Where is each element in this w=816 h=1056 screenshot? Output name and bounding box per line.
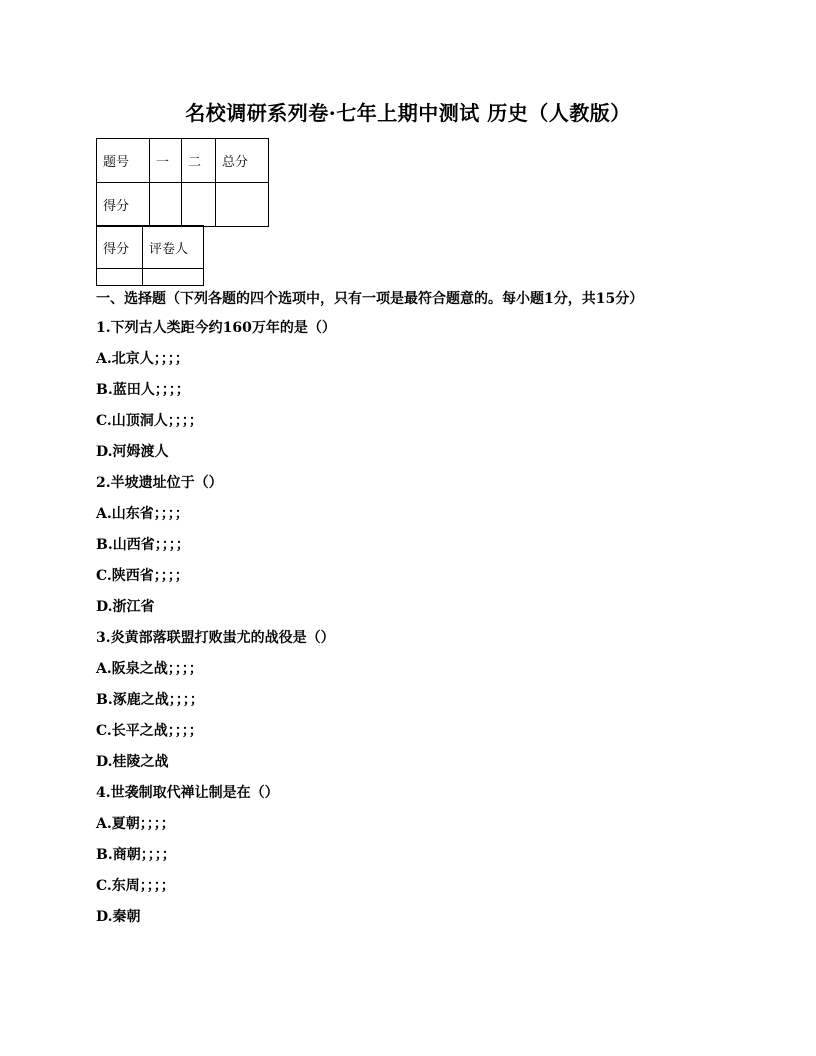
grader-table-header-score: 得分 bbox=[97, 226, 143, 269]
option-b: B.涿鹿之战；；；； bbox=[96, 692, 204, 708]
option-c: C.陕西省；；；； bbox=[96, 568, 189, 584]
score-table-header-part-1: 一 bbox=[150, 139, 182, 183]
score-table-header-question-no: 题号 bbox=[97, 139, 150, 183]
score-table-row-label: 得分 bbox=[97, 183, 150, 227]
document-title: 名校调研系列卷·七年上期中测试 历史（人教版） bbox=[185, 101, 631, 125]
grader-table-entry-row bbox=[97, 269, 204, 286]
question-1 bbox=[96, 315, 336, 470]
option-b: B.商朝；；；； bbox=[96, 847, 176, 863]
question-stem: 1.下列古人类距今约160万年的是（） bbox=[96, 320, 336, 336]
question-2 bbox=[96, 470, 336, 625]
option-b: B.蓝田人；；；； bbox=[96, 382, 190, 398]
option-d: D.河姆渡人 bbox=[96, 444, 169, 460]
score-table-score-row bbox=[97, 183, 269, 227]
score-table-header-part-2: 二 bbox=[182, 139, 216, 183]
question-stem: 3.炎黄部落联盟打败蚩尤的战役是（） bbox=[96, 630, 335, 646]
option-a: A.阪泉之战；；；； bbox=[96, 661, 203, 677]
score-table-header-row bbox=[97, 139, 269, 183]
section-heading: 一、选择题（下列各题的四个选项中，只有一项是最符合题意的。每小题1分，共15分） bbox=[96, 291, 644, 307]
grader-score-cell[interactable] bbox=[97, 269, 143, 286]
option-a: A.北京人；；；； bbox=[96, 351, 189, 367]
grader-table-header-grader: 评卷人 bbox=[143, 226, 204, 269]
option-c: C.长平之战；；；； bbox=[96, 723, 203, 739]
option-d: D.桂陵之战 bbox=[96, 754, 169, 770]
score-cell-total[interactable] bbox=[216, 183, 269, 227]
option-d: D.浙江省 bbox=[96, 599, 155, 615]
score-cell-part-2[interactable] bbox=[182, 183, 216, 227]
score-table bbox=[96, 138, 269, 227]
question-stem: 2.半坡遗址位于（） bbox=[96, 475, 223, 491]
question-list bbox=[96, 315, 336, 935]
grader-table-header-row bbox=[97, 226, 204, 269]
grader-table bbox=[96, 225, 204, 286]
score-table-header-total: 总分 bbox=[216, 139, 269, 183]
option-c: C.东周；；；； bbox=[96, 878, 175, 894]
option-b: B.山西省；；；； bbox=[96, 537, 190, 553]
grader-name-cell[interactable] bbox=[143, 269, 204, 286]
option-a: A.山东省；；；； bbox=[96, 506, 189, 522]
option-a: A.夏朝；；；； bbox=[96, 816, 175, 832]
question-3 bbox=[96, 625, 336, 780]
option-d: D.秦朝 bbox=[96, 909, 141, 925]
option-c: C.山顶洞人；；；； bbox=[96, 413, 203, 429]
question-4 bbox=[96, 780, 336, 935]
score-cell-part-1[interactable] bbox=[150, 183, 182, 227]
question-stem: 4.世袭制取代禅让制是在（） bbox=[96, 785, 279, 801]
